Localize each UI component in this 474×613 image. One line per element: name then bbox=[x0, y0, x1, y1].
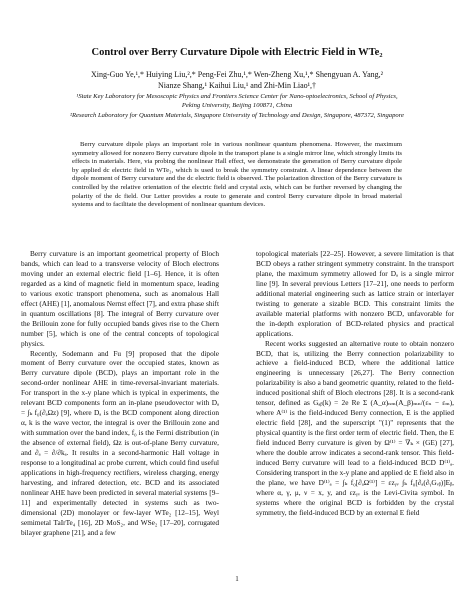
paragraph: Recent works suggested an alternative route to obtain nonzero BCD, that is, utilizing the Berry connection polarizability to achieve a field-induced BCD, where the additional lattice engineering is unnecessary [26,27]. The Berry connection polarizability is also a band geometric quantity, related to the field-induced positional shift of Bloch electrons [28]. It is a second-rank tensor, defined as Gₐᵦ(k) = 2e Re Σ (A_α)ₙₘ(A_β)ₘₙ/(εₙ − εₘ), where A⁽¹⁾ is the field-induced Berry connection, E is the applied electric field [28], and the superscript "(1)" represents that the physical quantity is the first order term of electric field. Then, the E field induced Berry curvature is given by Ω⁽¹⁾ = ∇ₖ × (GE) [27], where the double arrow indicates a second-rank tensor. This field-induced Berry curvature will lead to a field-induced BCD D⁽¹⁾ₐ. Considering transport in the x-y plane and applied dc E field also in the plane, we have D⁽¹⁾ₐ = ∫ₖ f₀[∂ₐΩ⁽¹⁾] = εzᵧᵥ ∫ₖ f₀[∂ₐ(∂ᵧGᵥᵦ)]Eᵦ, where α, γ, μ, ν = x, y, and εzᵧᵥ is the Levi-Civita symbol. In systems where the original BCD is forbidden by the crystal symmetry, the field-induced BCD by an external E field bbox=[256, 338, 454, 517]
affiliation-2: ²Research Laboratory for Quantum Materials, Singapore University of Technology and Design, Singapore, 487372, Singapore bbox=[70, 111, 404, 119]
abstract: Berry curvature dipole plays an important role in various nonlinear quantum phenomena. However, the maximum symmetry allowed for nonzero Berry curvature dipole in the transport plane is a single mirror line, which strongly limits its effects in materials. Here, via probing the nonlinear Hall effect, we demonstrate the generation of Berry curvature dipole by applied dc electric field in WTe₂, which is used to break the symmetry constraint. A linear dependence between the dipole moment of Berry curvature and the dc electric field is observed. The polarization direction of the Berry curvature is controlled by the relative orientation of the electric field and crystal axis, which can be further reversed by changing the polarity of the dc field. Our Letter provides a route to generate and control Berry curvature dipole in broad material systems and to facilitate the development of nonlinear quantum devices. bbox=[72, 141, 402, 209]
paragraph: Recently, Sodemann and Fu [9] proposed that the dipole moment of Berry curvature over the occupied states, known as Berry curvature dipole (BCD), plays an important role in the second-order nonlinear AHE in time-reversal-invariant materials. For transport in the x-y plane which is typical in experiments, the relevant BCD components form an in-plane pseudovector with Dₐ = ∫ₖ f₀(∂ₐΩz) [9], where Dₐ is the BCD component along direction α, k is the wave vector, the integral is over the Brillouin zone and with summation over the band index, f₀ is the Fermi distribution (in the absence of external field), Ωz is out-of-plane Berry curvature, and ∂ₐ = ∂/∂kₐ. It results in a second-harmonic Hall voltage in response to a longitudinal ac probe current, which could find useful applications in high-frequency rectifiers, wireless charging, energy harvesting, and infrared detection, etc. BCD and its associated nonlinear AHE have been predicted in several material systems [9–11] and experimentally detected in systems such as two-dimensional (2D) monolayer or few-layer WTe₂ [12–15], Weyl semimetal TaIrTe₄ [16], 2D MoS₂, and WSe₂ [17–20], corrugated bilayer graphene [21], and a few bbox=[21, 348, 219, 537]
authors-line-2: Nianze Shang,¹ Kaihui Liu,¹ and Zhi-Min Liao¹,† bbox=[157, 81, 317, 90]
paragraph: Berry curvature is an important geometrical property of Bloch bands, which can lead to a transverse velocity of Bloch electrons moving under an external electric field [1–6]. Hence, it is often regarded as a kind of magnetic field in momentum space, leading to various exotic transport phenomena, such as anomalous Hall effect (AHE) [1], anomalous Nernst effect [7], and extra phase shift in quantum oscillations [8]. The integral of Berry curvature over the Brillouin zone for fully occupied bands gives rise to the Chern number [5], which is one of the central concepts of topological physics. bbox=[21, 249, 219, 348]
affiliation-1-line-2: Peking University, Beijing 100871, China bbox=[181, 102, 293, 110]
authors-line-1: Xing-Guo Ye,¹,* Huiying Liu,²,* Peng-Fei Zhu,¹,* Wen-Zheng Xu,¹,* Shengyuan A. Yang,² bbox=[90, 70, 384, 79]
page-number: 1 bbox=[235, 575, 239, 583]
paragraph: topological materials [22–25]. However, a severe limitation is that BCD obeys a rather stringent symmetry constraint. In the transport plane, the maximum symmetry allowed for Dₐ is a single mirror line [9]. In several previous Letters [17–21], one needs to perform additional material engineering such as lattice strain or interlayer twisting to generate a sizable BCD. This constraint limits the available material platforms with nonzero BCD, unfavorable for the in-depth exploration of BCD-related physics and practical applications. bbox=[256, 249, 454, 338]
left-column bbox=[21, 249, 219, 538]
affiliations bbox=[20, 92, 454, 120]
affiliation-1-line-1: ¹State Key Laboratory for Mesoscopic Physics and Frontiers Science Center for Nano-optoelectronics, School of Physics, bbox=[76, 93, 398, 100]
paper-title: Control over Berry Curvature Dipole with Electric Field in WTe₂ bbox=[91, 47, 383, 58]
right-column bbox=[256, 249, 454, 518]
author-list bbox=[20, 69, 454, 91]
